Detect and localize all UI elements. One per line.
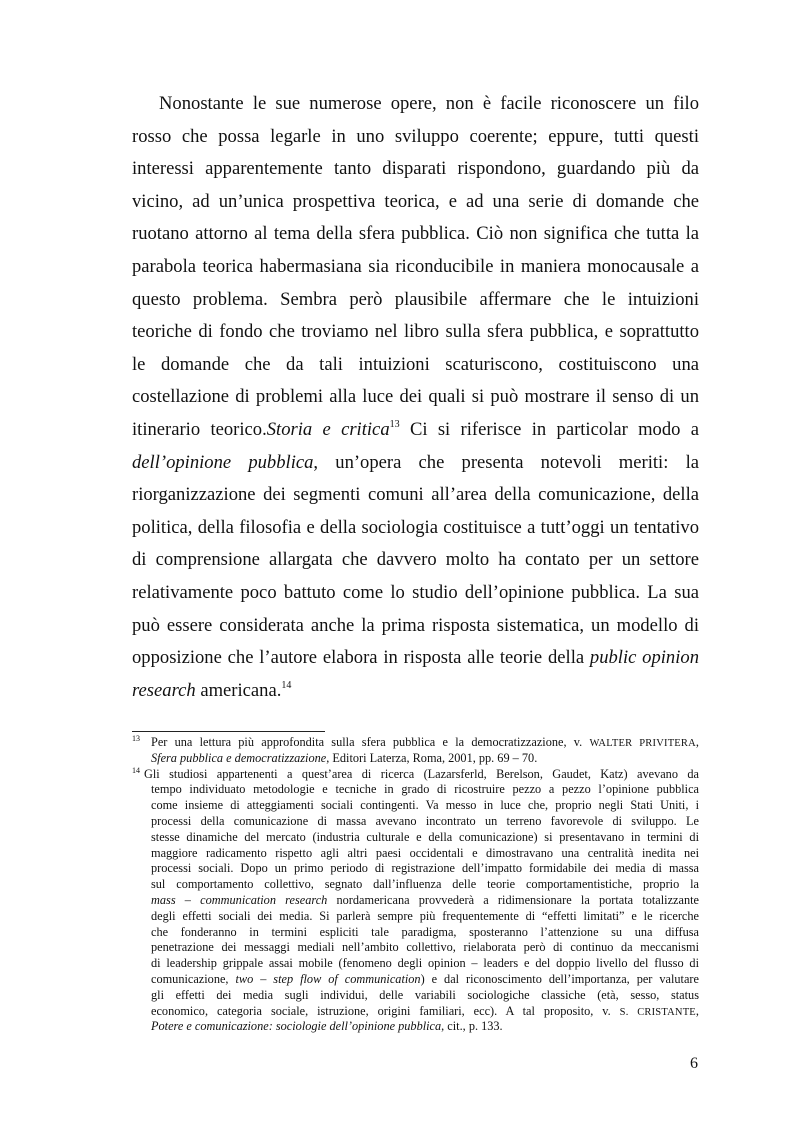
footnote-14-line-15: [132, 1004, 699, 1020]
text-run: stesse dinamiche del mercato (industria culturale e della comunicazione) si presentavano in termini di: [151, 829, 699, 844]
text-run: tempo individuato metodologie e tecniche in grado di ricostruire pezzo a pezzo l’opinione pubblica: [151, 782, 699, 797]
body-line-7: [132, 284, 699, 317]
footnote-separator: [132, 731, 325, 732]
text-run: degli effetti sociali dei media. Si parlerà sempre più frequentemente di “effetti limitati” e le ricerche: [151, 908, 699, 923]
body-line-6: [132, 251, 699, 284]
body-line-8: [132, 316, 699, 349]
italic-run: dell’opinione pubblica: [132, 451, 314, 473]
body-line-3: [132, 153, 699, 186]
footnote-14-line-4: [132, 830, 699, 846]
footnote-14-line-2: [132, 798, 699, 814]
footnotes: [132, 735, 699, 1035]
main-paragraph: [132, 88, 699, 707]
footnote-14-line-7: [132, 877, 699, 893]
footnote-14-line-16: [132, 1019, 699, 1035]
footnote-14-line-9: [132, 909, 699, 925]
body-line-16: [132, 577, 699, 610]
footnote-13-line-2: Sfera pubblica e democratizzazione, Editori Laterza, Roma, 2001, pp. 69 – 70.: [151, 750, 538, 765]
body-line-19: [132, 675, 699, 708]
text-run: parabola teorica habermasiana sia riconducibile in maniera monocausale a: [132, 255, 699, 277]
footnote-14-line-13: [132, 972, 699, 988]
italic-run: public opinion: [589, 647, 699, 669]
text-run: americana.: [195, 679, 282, 701]
text-run: ruotano attorno al tema della sfera pubblica. Ciò non significa che tutta la: [132, 223, 699, 245]
body-line-17: [132, 610, 699, 643]
text-run: Ci si riferisce in particolar modo a: [399, 418, 699, 440]
footnote-13-author: WALTER PRIVITERA: [589, 738, 696, 749]
italic-run: Storia e critica: [266, 418, 390, 440]
italic-run: two – step flow of communication: [235, 971, 421, 986]
text-run: ) e dal riconoscimento dell’importanza, per valutare: [420, 971, 699, 986]
text-run: può essere considerata anche la prima risposta sistematica, un modello di: [132, 614, 699, 636]
body-line-2: [132, 121, 699, 154]
footnote-14-line-5: [132, 846, 699, 862]
text-run: sul comportamento collettivo, segnato dall’influenza delle teorie comportamentistiche, proprio la: [151, 877, 699, 892]
body-line-13: [132, 479, 699, 512]
text-run: costellazione di problemi alla luce dei quali si può mostrare il senso di un: [132, 386, 699, 408]
footnote-14-line-10: [132, 925, 699, 941]
text-run: , cit., p. 133.: [441, 1019, 503, 1034]
text-run: questo problema. Sembra però plausibile affermare che le intuizioni: [132, 288, 699, 310]
text-run: riorganizzazione dei segmenti comuni all’area della comunicazione, della: [132, 484, 699, 506]
text-run: , un’opera che presenta notevoli meriti: la: [313, 451, 699, 473]
italic-run: Potere e comunicazione: sociologie dell’opinione pubblica: [151, 1019, 442, 1034]
footnote-14-line-12: [132, 956, 699, 972]
text-run: economico, categoria sociale, istruzione, origini familiari, ecc). A tal proposito, v.: [151, 1003, 620, 1018]
footnote-14-line-14: [132, 988, 699, 1004]
text-run: penetrazione dei messaggi mediali nell’ambito collettivo, rielaborata però di continuo da meccanismi: [151, 940, 699, 955]
italic-run: mass – communication research: [151, 892, 328, 907]
text-run: di comprensione allargata che davvero molto ha contato per un settore: [132, 549, 699, 571]
text-run: opposizione che l’autore elabora in risposta alle teorie della: [132, 647, 590, 669]
text-run: le domande che da tali intuizioni scaturiscono, costituiscono una: [132, 353, 699, 375]
author-name: S. CRISTANTE: [619, 1006, 696, 1018]
footnote-14-line-1: 14 Gli studiosi appartenenti a quest’area di ricerca (Lazarsferld, Berelson, Gaudet, Katz) avevano da: [132, 765, 699, 781]
footnote-14-line-11: [132, 940, 699, 956]
text-run: politica, della filosofia e della sociologia costituisce a tutt’oggi un tentativo: [132, 516, 699, 538]
footnote-reference: 13: [389, 418, 400, 430]
text-run: maggiore radicamento rispetto agli altri paesi occidentali e dimostravano una centralità inedita nei: [151, 845, 699, 860]
text-run: interessi apparentemente tanto disparati rispondono, guardando più da: [132, 158, 699, 180]
body-line-11: [132, 414, 699, 447]
footnote-14-line-8: [132, 893, 699, 909]
text-run: processi sociali. Dopo un primo periodo di registrazione dell’impatto formidabile dei media di massa: [151, 861, 699, 876]
footnote-14-line-6: [132, 861, 699, 877]
body-line-14: [132, 512, 699, 545]
body-line-1: [132, 88, 699, 121]
body-line-10: [132, 381, 699, 414]
footnote-14-line-1: [132, 782, 699, 798]
text-run: rosso che possa legarle in uno sviluppo coerente; eppure, tutti questi: [132, 125, 699, 147]
footnote-reference: 14: [281, 679, 292, 691]
text-run: come insieme di atteggiamenti sociali contingenti. Va messo in luce che, proprio negli Stati Uniti, i: [151, 798, 699, 813]
page-number: 6: [690, 1055, 698, 1072]
text-run: gli effetti dei media sugli individui, delle variabili sociologiche classiche (età, sesso, status: [151, 987, 699, 1002]
body-line-5: [132, 218, 699, 251]
footnote-14-line-3: [132, 814, 699, 830]
body-line-4: [132, 186, 699, 219]
text-run: relativamente poco battuto come lo studio dell’opinione pubblica. La sua: [132, 581, 699, 603]
footnote-14-body: [132, 782, 699, 1035]
footnote-13-title: Sfera pubblica e democratizzazione: [151, 750, 327, 765]
text-run: vicino, ad un’unica prospettiva teorica, e ad una serie di domande che: [132, 190, 699, 212]
body-line-9: [132, 349, 699, 382]
text-run: nordamericana provvederà a ridimensionare la portata totalizzante: [327, 892, 699, 907]
body-line-12: [132, 447, 699, 480]
text-run: che fonderanno in termini espliciti tale paradigma, sposteranno l’attenzione su una diffusa: [151, 924, 699, 939]
text-run: ,: [695, 1003, 699, 1018]
italic-run: research: [132, 679, 196, 701]
text-run: comunicazione,: [151, 971, 236, 986]
text-run: teoriche di fondo che troviamo nel libro sulla sfera pubblica, e soprattutto: [132, 321, 699, 343]
text-run: processi della comunicazione di massa avevano incontrato un terreno favorevole di sviluppo. Le: [151, 813, 699, 828]
footnote-13-line-1: 13 Per una lettura più approfondita sulla sfera pubblica e la democratizzazione, v. WALTER PRIVITERA,: [132, 734, 699, 749]
text-run: Nonostante le sue numerose opere, non è facile riconoscere un filo: [159, 93, 699, 114]
body-line-15: [132, 544, 699, 577]
text-run: di leadership grippale assai mobile (fenomeno degli opinion – leaders e del doppio livello del flusso di: [151, 956, 699, 971]
text-run: itinerario teorico.: [132, 418, 267, 440]
body-line-18: [132, 642, 699, 675]
